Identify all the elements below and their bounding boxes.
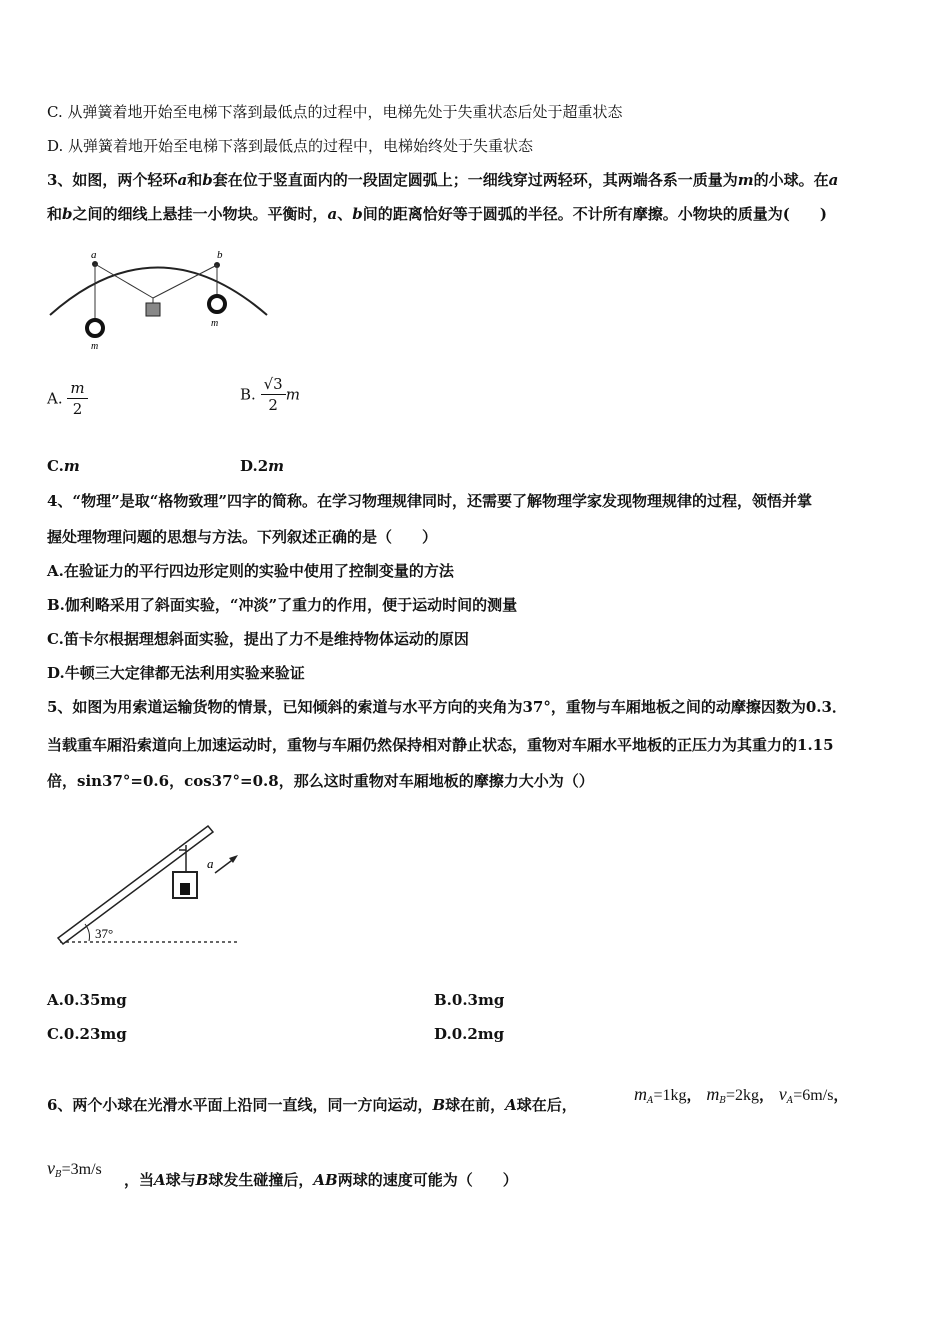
q4-option-b: B.伽利略采用了斜面实验，“冲淡”了重力的作用，便于运动时间的测量 bbox=[47, 596, 518, 614]
ball-right bbox=[209, 296, 225, 312]
q6-text: 两球的速度可能为（ ） bbox=[337, 1171, 518, 1189]
question-3-stem-line1 bbox=[47, 170, 838, 190]
q6-var-b: B bbox=[195, 1171, 209, 1189]
q6-text: 球在后， bbox=[516, 1096, 577, 1114]
q3-var-a: a bbox=[327, 205, 338, 223]
q3-var-b: b bbox=[352, 205, 363, 223]
q5-option-c: C.0.23mg bbox=[47, 1025, 127, 1043]
q3-text: 之间的细线上悬挂一小物块。平衡时， bbox=[72, 205, 328, 223]
q3-text: 的小球。在 bbox=[753, 171, 829, 189]
var-m: m bbox=[63, 457, 80, 475]
q3-var-a: a bbox=[177, 171, 188, 189]
q3-text: 套在位于竖直面内的一段固定圆弧上；一细线穿过两轻环，其两端各系一质量为 bbox=[212, 171, 738, 189]
velocity-a-var: v bbox=[778, 1084, 787, 1104]
var-m: m bbox=[285, 385, 300, 404]
label-m-right: m bbox=[211, 318, 219, 329]
q6-comma: ， bbox=[833, 1086, 849, 1104]
q6-comma: ， bbox=[686, 1086, 702, 1104]
accel-label: a bbox=[207, 856, 214, 871]
option-d-prev-question: D. 从弹簧着地开始至电梯下落到最低点的过程中，电梯始终处于失重状态 bbox=[47, 137, 534, 155]
velocity-a-sub: A bbox=[786, 1096, 794, 1106]
question-3-stem-line2 bbox=[47, 204, 827, 224]
mass-b-sub: B bbox=[719, 1096, 726, 1106]
numerator: √3 bbox=[261, 374, 286, 395]
mass-a-value: =1kg bbox=[653, 1087, 687, 1104]
q3-var-b: b bbox=[202, 171, 213, 189]
q3-var-m: m bbox=[737, 171, 754, 189]
q4-option-a: A.在验证力的平行四边形定则的实验中使用了控制变量的方法 bbox=[47, 562, 454, 580]
option-label: B. bbox=[240, 385, 256, 404]
q6-text: ，当 bbox=[124, 1171, 155, 1189]
mass-b-var: m bbox=[706, 1084, 720, 1104]
q6-var-a: A bbox=[154, 1171, 166, 1189]
cargo-block bbox=[180, 883, 190, 895]
fraction-m-over-2 bbox=[67, 378, 87, 419]
small-block bbox=[146, 303, 160, 316]
ball-left bbox=[87, 320, 103, 336]
q6-vb-formula bbox=[47, 1158, 102, 1185]
q6-comma: ， bbox=[758, 1086, 774, 1104]
q3-text: 、 bbox=[337, 205, 353, 223]
option-label: D. bbox=[240, 457, 258, 475]
denominator: 2 bbox=[268, 396, 278, 414]
mass-a-sub: A bbox=[647, 1096, 654, 1106]
question-4-stem-line2: 握处理物理问题的思想与方法。下列叙述正确的是（ ） bbox=[47, 528, 438, 546]
q6-text: 6、两个小球在光滑水平面上沿同一直线，同一方向运动， bbox=[47, 1096, 433, 1114]
mass-b-value: =2kg bbox=[725, 1087, 759, 1104]
q6-text: 球发生碰撞后， bbox=[208, 1171, 314, 1189]
q4-option-d: D.牛顿三大定律都无法利用实验来验证 bbox=[47, 664, 305, 682]
denominator: 2 bbox=[72, 400, 83, 418]
q6-text: 球在前， bbox=[445, 1096, 506, 1114]
label-a: a bbox=[91, 249, 97, 261]
q5-option-b: B.0.3mg bbox=[434, 991, 505, 1009]
fraction-sqrt3-over-2 bbox=[261, 374, 286, 415]
question-6-stem-line2 bbox=[124, 1170, 518, 1190]
angle-label: 37° bbox=[95, 926, 114, 941]
q3-arc-figure bbox=[45, 240, 275, 355]
question-5-stem-line3: 倍，sin37°=0.6，cos37°=0.8，那么这时重物对车厢地板的摩擦力大小为（） bbox=[47, 772, 594, 790]
q6-formula-row bbox=[634, 1084, 848, 1111]
question-4-stem-line1: 4、“物理”是取“格物致理”四字的简称。在学习物理规律同时，还需要了解物理学家发现物理规律的过程，领悟并掌 bbox=[47, 492, 812, 510]
velocity-b-var: v bbox=[47, 1158, 55, 1178]
q5-cable-figure bbox=[55, 820, 245, 950]
q3-text: 3、如图，两个轻环 bbox=[47, 171, 178, 189]
q5-option-d: D.0.2mg bbox=[434, 1025, 505, 1043]
mass-a-var: m bbox=[634, 1084, 647, 1104]
q3-text: 间的距离恰好等于圆弧的半径。不计所有摩擦。小物块的质量为( ) bbox=[362, 205, 827, 223]
question-5-stem-line2: 当载重车厢沿索道向上加速运动时，重物与车厢仍然保持相对静止状态，重物对车厢水平地板的正压力为其重力的1.15 bbox=[47, 736, 834, 754]
q4-option-c: C.笛卡尔根据理想斜面实验，提出了力不是维持物体运动的原因 bbox=[47, 630, 469, 648]
q3-text: 和 bbox=[47, 205, 63, 223]
q6-var-b: B bbox=[432, 1096, 446, 1114]
velocity-a-value: =6m/s bbox=[793, 1087, 834, 1104]
label-m-left: m bbox=[91, 341, 99, 352]
q3-var-a: a bbox=[828, 171, 839, 189]
q3-text: 和 bbox=[187, 171, 203, 189]
question-6-stem-line1 bbox=[47, 1095, 577, 1115]
var-m: m bbox=[268, 457, 285, 475]
velocity-b-value: =3m/s bbox=[61, 1161, 102, 1178]
option-label: C. bbox=[47, 457, 64, 475]
coefficient: 2 bbox=[257, 457, 269, 475]
q6-var-ab: AB bbox=[313, 1171, 338, 1189]
q3-var-b: b bbox=[62, 205, 73, 223]
label-b: b bbox=[217, 249, 223, 261]
q3-option-a bbox=[47, 378, 88, 419]
velocity-b-sub: B bbox=[55, 1170, 62, 1180]
q3-option-c bbox=[47, 456, 80, 476]
option-c-prev-question: C. 从弹簧着地开始至电梯下落到最低点的过程中，电梯先处于失重状态后处于超重状态 bbox=[47, 103, 623, 121]
question-5-stem-line1: 5、如图为用索道运输货物的情景，已知倾斜的索道与水平方向的夹角为37°，重物与车厢地板之间的动摩擦因数为0.3． bbox=[47, 698, 847, 716]
q6-text: 球与 bbox=[165, 1171, 196, 1189]
q3-option-b bbox=[240, 374, 300, 415]
option-label: A. bbox=[47, 389, 63, 408]
numerator: m bbox=[67, 378, 87, 399]
q5-option-a: A.0.35mg bbox=[47, 991, 127, 1009]
q6-var-a: A bbox=[505, 1096, 517, 1114]
q3-option-d bbox=[240, 456, 284, 476]
